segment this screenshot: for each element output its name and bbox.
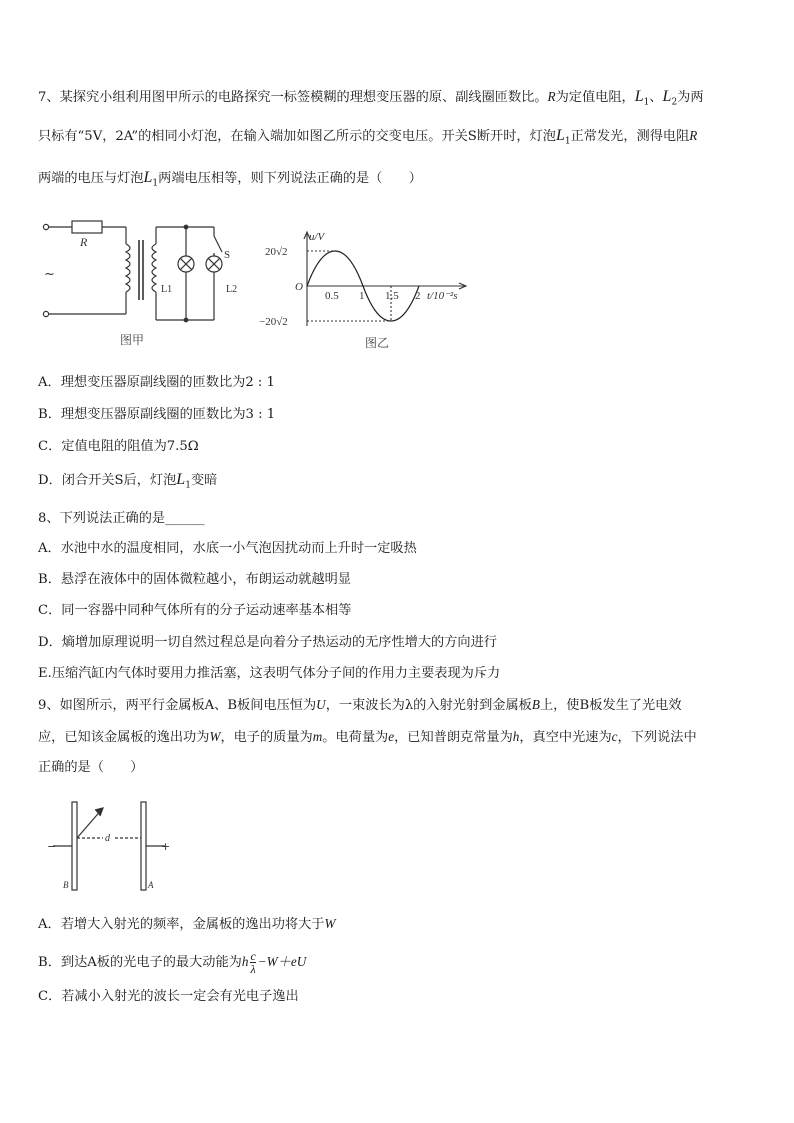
q7-option-d-text: 变暗 — [190, 473, 218, 488]
voltage-symbol: U — [316, 697, 326, 712]
q9-stem-line-1 — [38, 696, 682, 715]
light-speed-symbol: c — [611, 729, 618, 744]
plate-b — [72, 802, 77, 890]
fraction-numerator: c — [250, 949, 256, 963]
planck-symbol: h — [241, 954, 249, 969]
negative-terminal-label: − — [47, 840, 57, 853]
resistor-r — [72, 221, 102, 233]
origin-label: O — [295, 281, 303, 293]
lamp-l2-symbol: L — [662, 88, 672, 105]
figure-yi-caption: 图乙 — [365, 336, 390, 350]
q7-option-d — [38, 471, 217, 495]
q8-stem: 8、下列说法正确的是______ — [38, 511, 205, 526]
resistor-symbol: R — [689, 128, 698, 143]
lamp-l2-subscript: 2 — [671, 97, 678, 108]
q9-option-a-text: A．若增大入射光的频率，金属板的逸出功将大于 — [38, 917, 325, 932]
q7-stem-text: 两端的电压与灯泡 — [38, 171, 144, 186]
q7-stem-text: 只标有“5V，2A”的相同小灯泡，在输入端加如图乙所示的交变电压。开关S断开时，灯泡 — [38, 129, 556, 144]
lamp-l1-symbol: L — [555, 127, 565, 144]
q8-option-e: E.压缩汽缸内气体时要用力推活塞，这表明气体分子间的作用力主要表现为斥力 — [38, 666, 501, 681]
q7-stem-line-3 — [38, 169, 422, 193]
input-terminal-bottom — [43, 311, 48, 316]
q9-option-b — [38, 950, 306, 978]
resistor-symbol: R — [547, 89, 556, 104]
q9-stem-text: ，已知普朗克常量为 — [394, 730, 513, 745]
lamp-l1-subscript: 1 — [185, 480, 191, 491]
q9-option-a — [38, 915, 335, 934]
positive-terminal-label: + — [161, 840, 171, 853]
q9-stem-text: ，电子的质量为 — [220, 730, 313, 745]
tick-label: 1.5 — [385, 290, 399, 302]
tick-label: 2 — [415, 290, 421, 302]
ac-source-symbol: ~ — [44, 267, 55, 282]
positive-peak-label: 20√2 — [265, 246, 288, 258]
work-function-symbol: W — [324, 916, 336, 931]
plate-b-symbol: B — [531, 697, 540, 712]
fraction-denominator: λ — [250, 962, 256, 976]
q9-stem-text: 9、如图所示，两平行金属板A、B板间电压恒为 — [38, 698, 317, 713]
negative-peak-label: −20√2 — [259, 316, 288, 328]
lamp-l1-symbol: L — [176, 471, 186, 488]
waveform-graph — [255, 226, 500, 354]
fraction-c-over-lambda — [250, 950, 255, 975]
q7-stem-text: 两端电压相等，则下列说法正确的是（ ） — [158, 171, 422, 186]
q7-stem-text: 正常发光，测得电阻 — [570, 129, 690, 144]
q9-stem-text: ，下列说法中 — [617, 730, 697, 745]
q9-stem-text: ，一束波长为λ的入射光射到金属板 — [325, 698, 532, 713]
q7-option-d-text: D．闭合开关S后，灯泡 — [38, 473, 177, 488]
lamp-l2-label: L2 — [226, 284, 238, 295]
plate-b-label: B — [63, 880, 69, 890]
switch-label: S — [224, 249, 231, 261]
resistor-label: R — [80, 235, 88, 249]
u-axis-label: u/V — [309, 231, 325, 243]
q7-option-b: B．理想变压器原副线圈的匝数比为3 : 1 — [38, 407, 276, 422]
q9-stem-line-2 — [38, 728, 697, 747]
lamp-l1-subscript: 1 — [564, 136, 571, 147]
charge-symbol: e — [388, 729, 395, 744]
distance-label: d — [105, 833, 110, 844]
plate-a-label: A — [148, 880, 154, 890]
q8-option-d: D．熵增加原理说明一切自然过程总是向着分子热运动的无序性增大的方向进行 — [38, 635, 497, 650]
q7-option-a: A．理想变压器原副线圈的匝数比为2 : 1 — [38, 375, 275, 390]
q9-stem-text: 。电荷量为 — [322, 730, 389, 745]
parallel-plates-diagram — [45, 796, 185, 896]
q9-stem-text: 上，使B板发生了光电效 — [539, 698, 682, 713]
work-function-symbol: W — [209, 729, 221, 744]
q9-option-b-text: B．到达A板的光电子的最大动能为 — [38, 955, 242, 970]
q9-option-c: C．若减小入射光的波长一定会有光电子逸出 — [38, 989, 299, 1004]
q9-stem-text: 应，已知该金属板的逸出功为 — [38, 730, 210, 745]
mass-symbol: m — [312, 729, 323, 744]
input-terminal-top — [43, 224, 48, 229]
q7-option-c: C．定值电阻的阻值为7.5Ω — [38, 439, 199, 454]
q9-stem-text: ，真空中光速为 — [519, 730, 612, 745]
q7-stem-text: 为定值电阻， — [555, 90, 635, 105]
lamp-l1-symbol: L — [143, 169, 153, 186]
tick-label: 0.5 — [325, 290, 339, 302]
q8-option-b: B．悬浮在液体中的固体微粒越小，布朗运动就越明显 — [38, 572, 352, 587]
secondary-coil — [152, 244, 156, 292]
q7-stem-text: 、 — [649, 90, 663, 105]
q7-stem-text: 为两 — [677, 90, 704, 105]
planck-symbol: h — [512, 729, 520, 744]
circuit-diagram — [38, 212, 253, 352]
lamp-l1-label: L1 — [161, 284, 173, 295]
switch-s — [214, 236, 222, 252]
t-axis-label: t/10⁻²s — [427, 290, 458, 302]
q7-stem-text: 7、某探究小组利用图甲所示的电路探究一标签模糊的理想变压器的原、副线圈匝数比。 — [38, 90, 548, 105]
q8-option-a: A．水池中水的温度相同，水底一小气泡因扰动而上升时一定吸热 — [38, 541, 417, 556]
q7-stem-line-2 — [38, 127, 697, 151]
lamp-l1-subscript: 1 — [643, 97, 650, 108]
plate-a — [141, 802, 146, 890]
q7-stem-line-1 — [38, 88, 704, 112]
q9-stem-line-3: 正确的是（ ） — [38, 760, 144, 775]
figure-jia-caption: 图甲 — [120, 333, 145, 347]
tick-label: 1 — [359, 290, 365, 302]
primary-coil — [126, 244, 130, 292]
q9-option-b-formula-tail: −W＋eU — [257, 954, 307, 969]
lamp-l1-subscript: 1 — [152, 178, 159, 189]
q8-option-c: C．同一容器中同种气体所有的分子运动速率基本相等 — [38, 603, 352, 618]
lamp-l1-symbol: L — [634, 88, 644, 105]
